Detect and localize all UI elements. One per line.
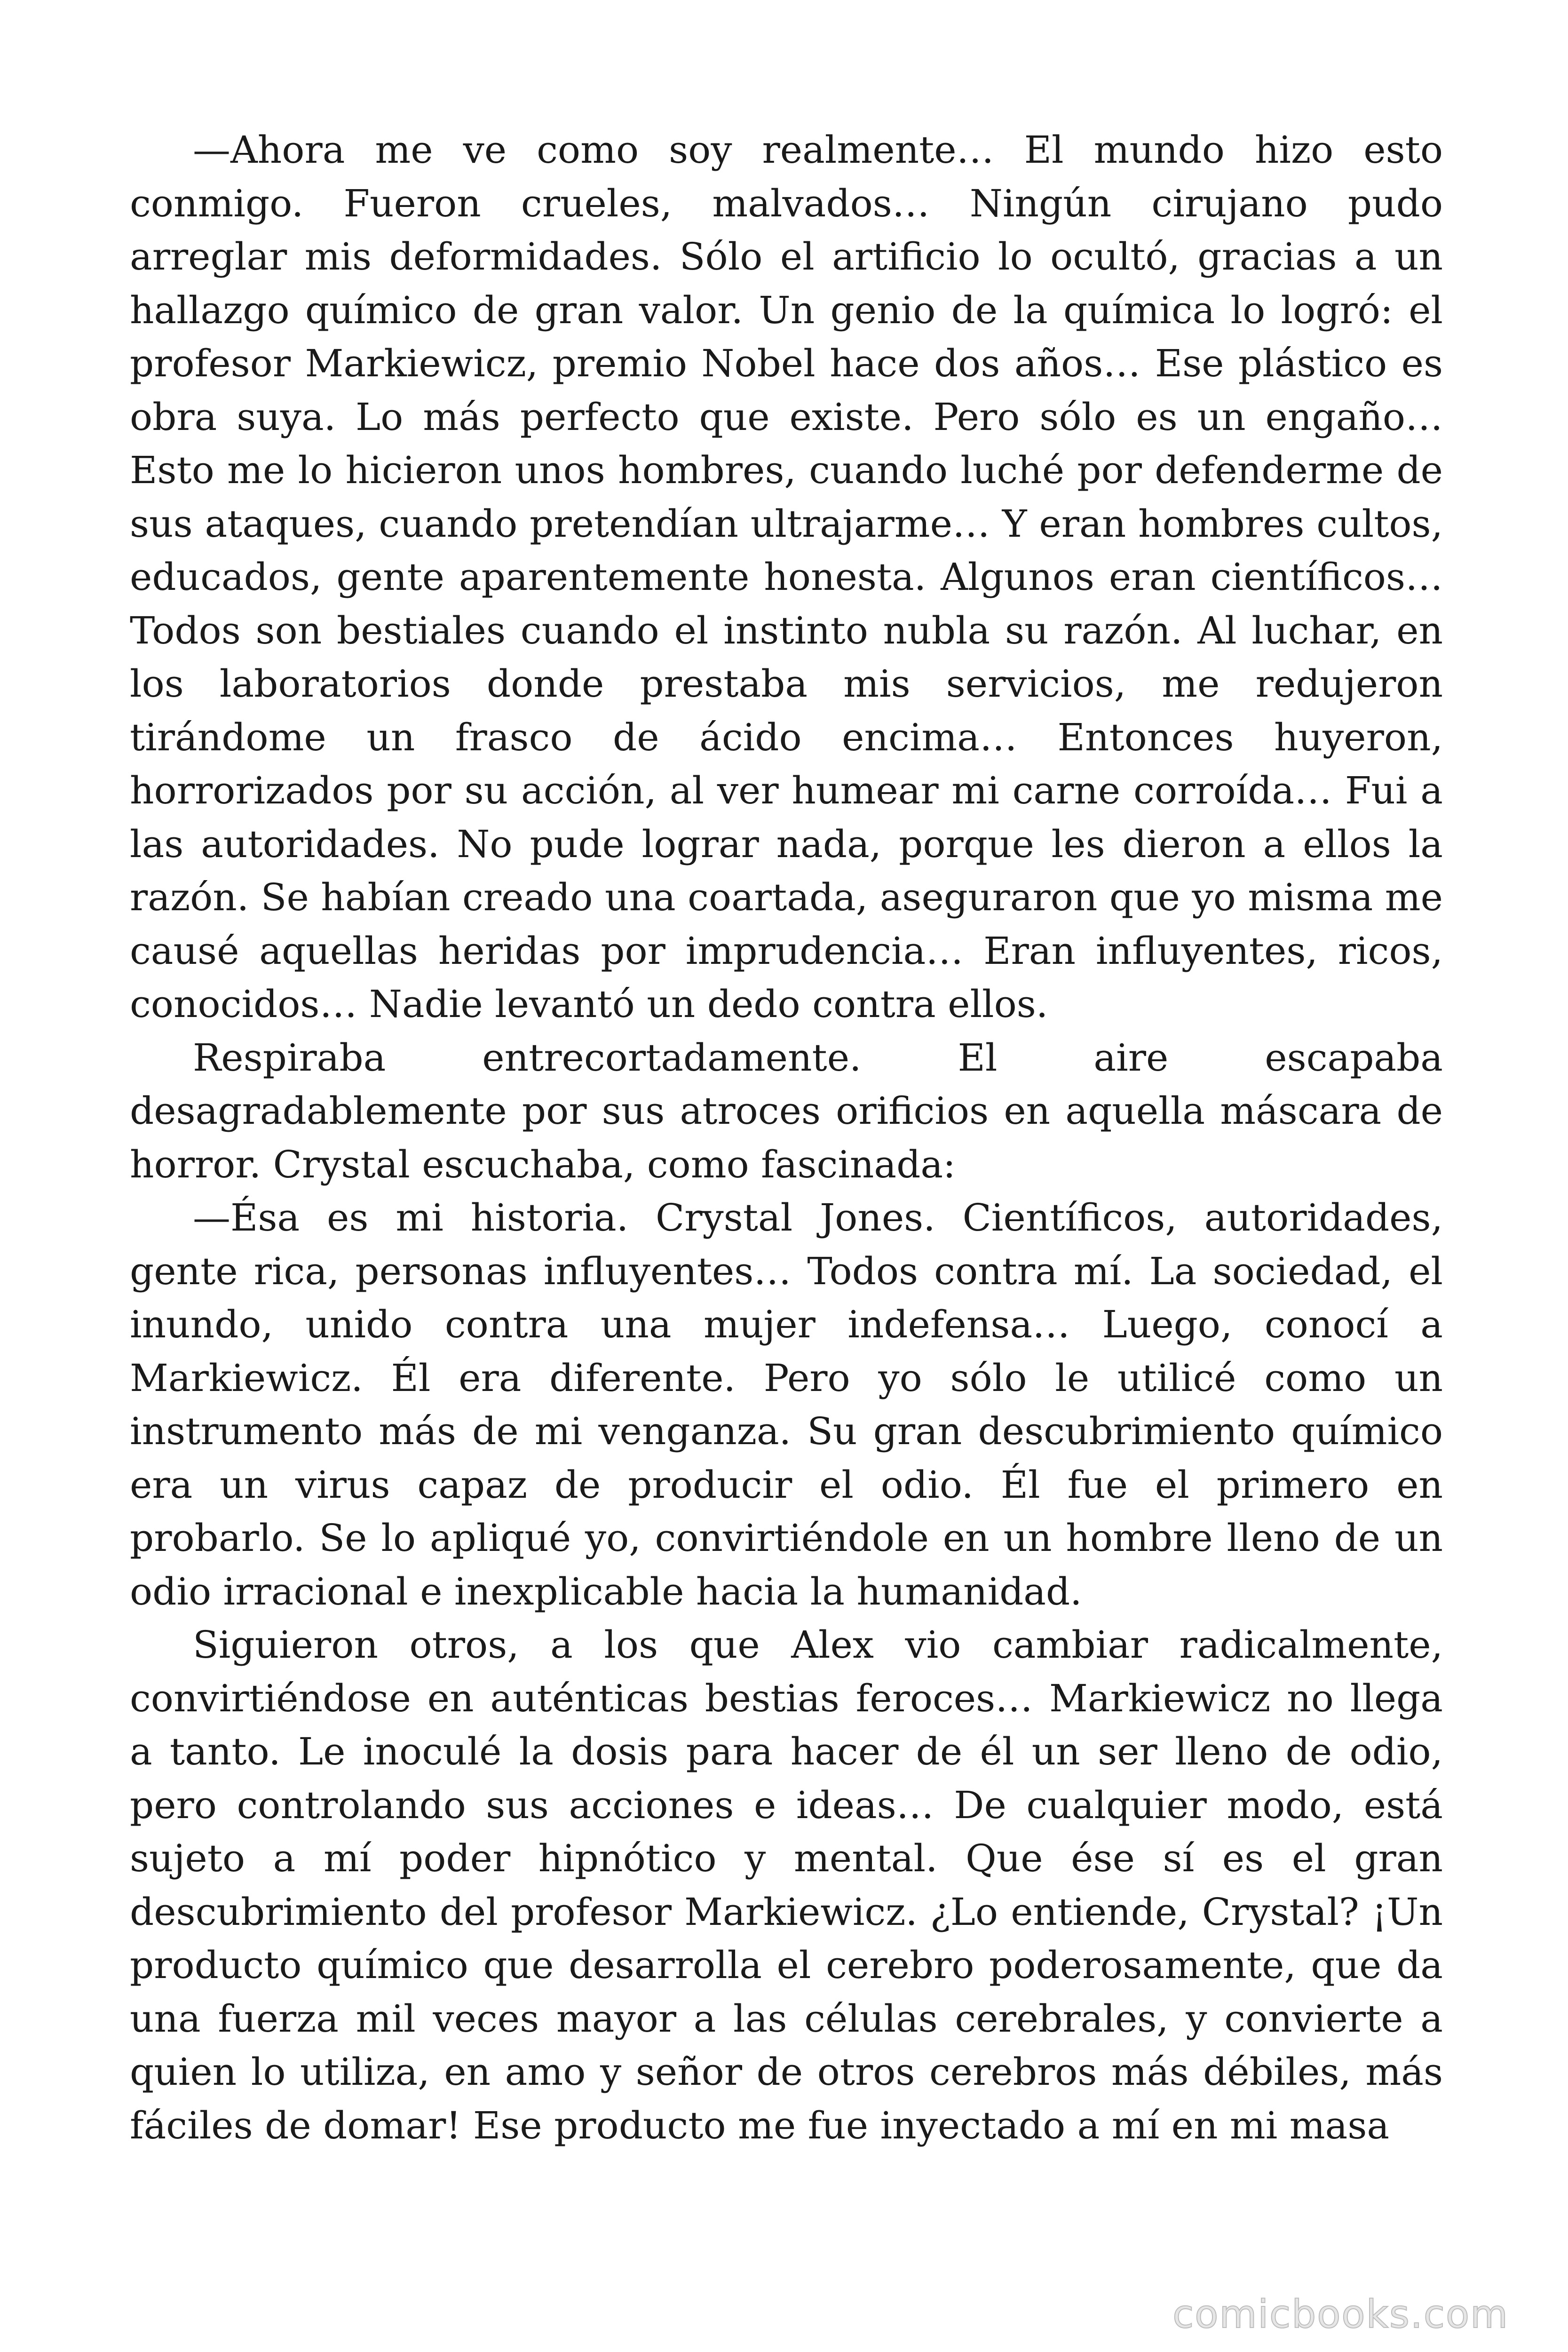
watermark: comicbooks.com [1172, 2292, 1509, 2337]
paragraph-3: —Ésa es mi historia. Crystal Jones. Científicos, autoridades, gente rica, personas influyentes… Todos contra mí. La sociedad, el inundo, unido contra una mujer indefensa… Luego, conocí a Markiewicz. Él era diferente. Pero yo sólo le utilicé como un instrumento más de mi venganza. Su gran descubrimiento químico era un virus capaz de producir el odio. Él fue el primero en probarlo. Se lo apliqué yo, convirtiéndole en un hombre lleno de un odio irracional e inexplicable hacia la humanidad. [130, 1196, 1443, 1613]
paragraph-1: —Ahora me ve como soy realmente… El mundo hizo esto conmigo. Fueron crueles, malvados… Ningún cirujano pudo arreglar mis deformidades. Sólo el artificio lo ocultó, gracias a un hallazgo químico de gran valor. Un genio de la química lo logró: el profesor Markiewicz, premio Nobel hace dos años… Ese plástico es obra suya. Lo más perfecto que existe. Pero sólo es un engaño… Esto me lo hicieron unos hombres, cuando luché por defenderme de sus ataques, cuando pretendían ultrajarme… Y eran hombres cultos, educados, gente aparentemente honesta. Algunos eran científicos… Todos son bestiales cuando el instinto nubla su razón. Al luchar, en los laboratorios donde prestaba mis servicios, me redujeron tirándome un frasco de ácido encima… Entonces huyeron, horrorizados por su acción, al ver humear mi carne corroída… Fui a las autoridades. No pude lograr nada, porque les dieron a ellos la razón. Se habían creado una coartada, aseguraron que yo misma me causé aquellas heridas por imprudencia… Eran influyentes, ricos, conocidos… Nadie levantó un dedo contra ellos. [130, 128, 1443, 1026]
paragraph-2: Respiraba entrecortadamente. El aire escapaba desagradablemente por sus atroces orificios en aquella máscara de horror. Crystal escuchaba, como fascinada: [130, 1035, 1443, 1186]
body-text [130, 123, 1443, 2152]
paragraph-4: Siguieron otros, a los que Alex vio cambiar radicalmente, convirtiéndose en auténticas bestias feroces… Markiewicz no llega a tanto. Le inoculé la dosis para hacer de él un ser lleno de odio, pero controlando sus acciones e ideas… De cualquier modo, está sujeto a mí poder hipnótico y mental. Que ése sí es el gran descubrimiento del profesor Markiewicz. ¿Lo entiende, Crystal? ¡Un producto químico que desarrolla el cerebro poderosamente, que da una fuerza mil veces mayor a las células cerebrales, y convierte a quien lo utiliza, en amo y señor de otros cerebros más débiles, más fáciles de domar! Ese producto me fue inyectado a mí en mi masa [130, 1623, 1443, 2147]
